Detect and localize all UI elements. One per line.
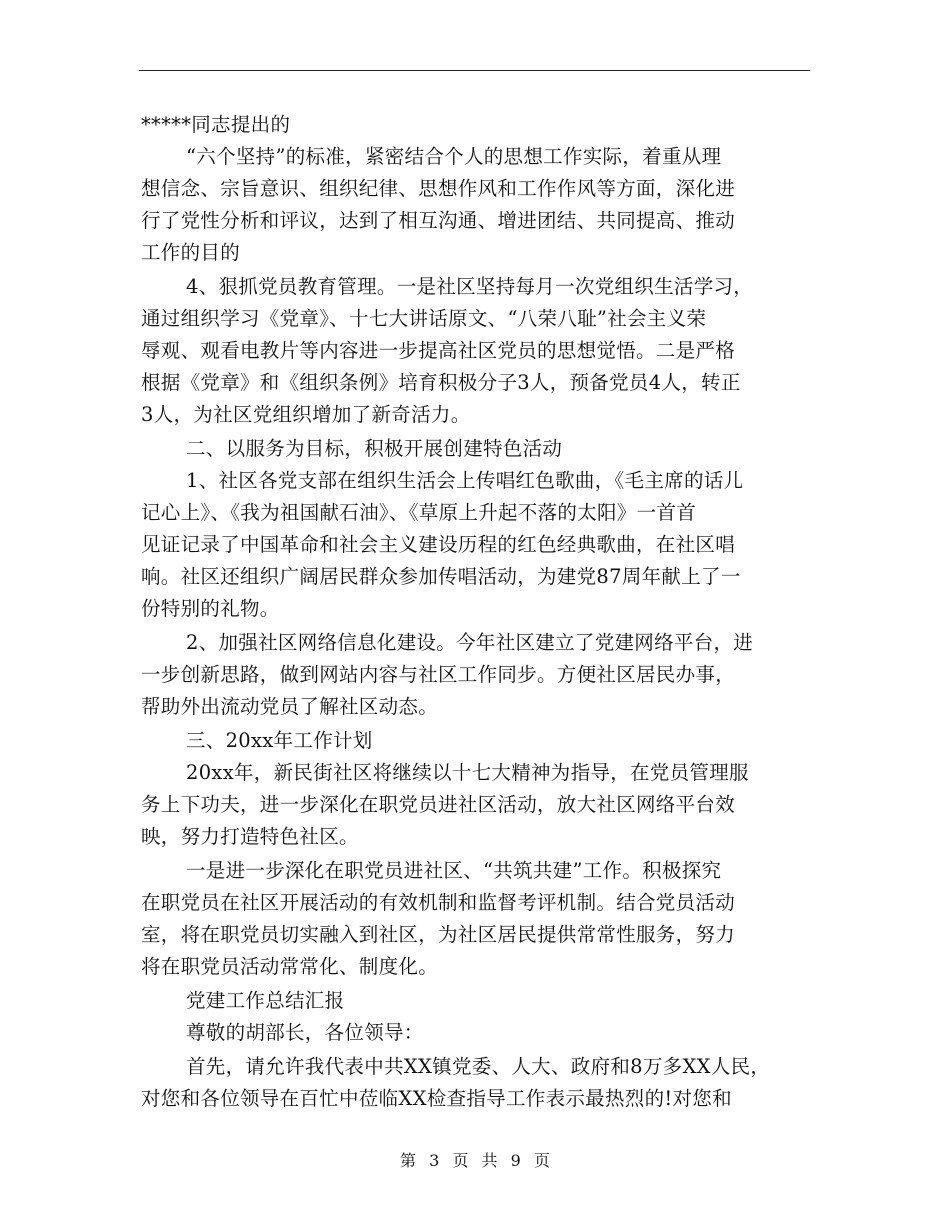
- total-page-number: 9: [510, 1151, 521, 1170]
- text-line: 将在职党员活动常常化、制度化。: [141, 955, 439, 978]
- text-line: 对您和各位领导在百忙中莅临XX检查指导工作表示最热烈的!对您和: [141, 1087, 732, 1110]
- text-line: 3人，为社区党组织增加了新奇活力。: [141, 403, 471, 426]
- text-line: 首先，请允许我代表中共XX镇党委、人大、政府和8万多XX人民，: [186, 1055, 771, 1078]
- section-heading: 二、以服务为目标，积极开展创建特色活动: [186, 437, 563, 460]
- section-heading: 党建工作总结汇报: [186, 989, 345, 1012]
- salutation: 尊敬的胡部长，各位领导：: [186, 1021, 424, 1044]
- text-line: 想信念、宗旨意识、组织纪律、思想作风和工作作风等方面，深化进: [141, 177, 736, 200]
- text-line: 室，将在职党员切实融入到社区，为社区居民提供常常性服务，努力: [141, 923, 736, 946]
- text-line: 20xx年，新民街社区将继续以十七大精神为指导，在党员管理服: [186, 761, 749, 784]
- text-line: 记心上》、《我为祖国献石油》、《草原上升起不落的太阳》一首首: [141, 501, 697, 524]
- text-line: “六个坚持”的标准，紧密结合个人的思想工作实际，着重从理: [186, 145, 722, 168]
- text-line: 行了党性分析和评议，达到了相互沟通、增进团结、共同提高、推动: [141, 209, 736, 232]
- text-line: 4、狠抓党员教育管理。一是社区坚持每月一次党组织生活学习，: [186, 275, 754, 298]
- text-line: 份特别的礼物。: [141, 597, 280, 620]
- text-line: 工作的目的: [141, 241, 241, 264]
- text-line: 2、加强社区网络信息化建设。今年社区建立了党建网络平台，进: [186, 631, 754, 654]
- text-line: 在职党员在社区开展活动的有效机制和监督考评机制。结合党员活动: [141, 891, 736, 914]
- text-line: 映，努力打造特色社区。: [141, 825, 359, 848]
- text-line: *****同志提出的: [141, 113, 291, 136]
- text-line: 务上下功夫，进一步深化在职党员进社区活动，放大社区网络平台效: [141, 793, 736, 816]
- text-line: 见证记录了中国革命和社会主义建设历程的红色经典歌曲，在社区唱: [141, 533, 736, 556]
- current-page-number: 3: [429, 1151, 440, 1170]
- page-footer: [0, 1150, 950, 1172]
- text-line: 通过组织学习《党章》、十七大讲话原文、“八荣八耻”社会主义荣: [141, 307, 707, 330]
- text-line: 帮助外出流动党员了解社区动态。: [141, 695, 439, 718]
- text-line: 根据《党章》和《组织条例》培育积极分子3人，预备党员4人，转正: [141, 371, 741, 394]
- footer-total-word: 共: [481, 1151, 498, 1170]
- section-heading: 三、20xx年工作计划: [186, 729, 373, 752]
- footer-page-word: 页: [452, 1151, 469, 1170]
- text-line: 一是进一步深化在职党员进社区、“共筑共建”工作。积极探究: [186, 859, 722, 882]
- footer-prefix: 第: [400, 1151, 417, 1170]
- text-line: 辱观、观看电教片等内容进一步提高社区党员的思想觉悟。二是严格: [141, 339, 736, 362]
- text-line: 响。社区还组织广阔居民群众参加传唱活动，为建党87周年献上了一: [141, 565, 741, 588]
- footer-suffix: 页: [533, 1151, 550, 1170]
- text-line: 1、社区各党支部在组织生活会上传唱红色歌曲，《毛主席的话儿: [186, 469, 744, 492]
- text-line: 一步创新思路，做到网站内容与社区工作同步。方便社区居民办事，: [141, 663, 736, 686]
